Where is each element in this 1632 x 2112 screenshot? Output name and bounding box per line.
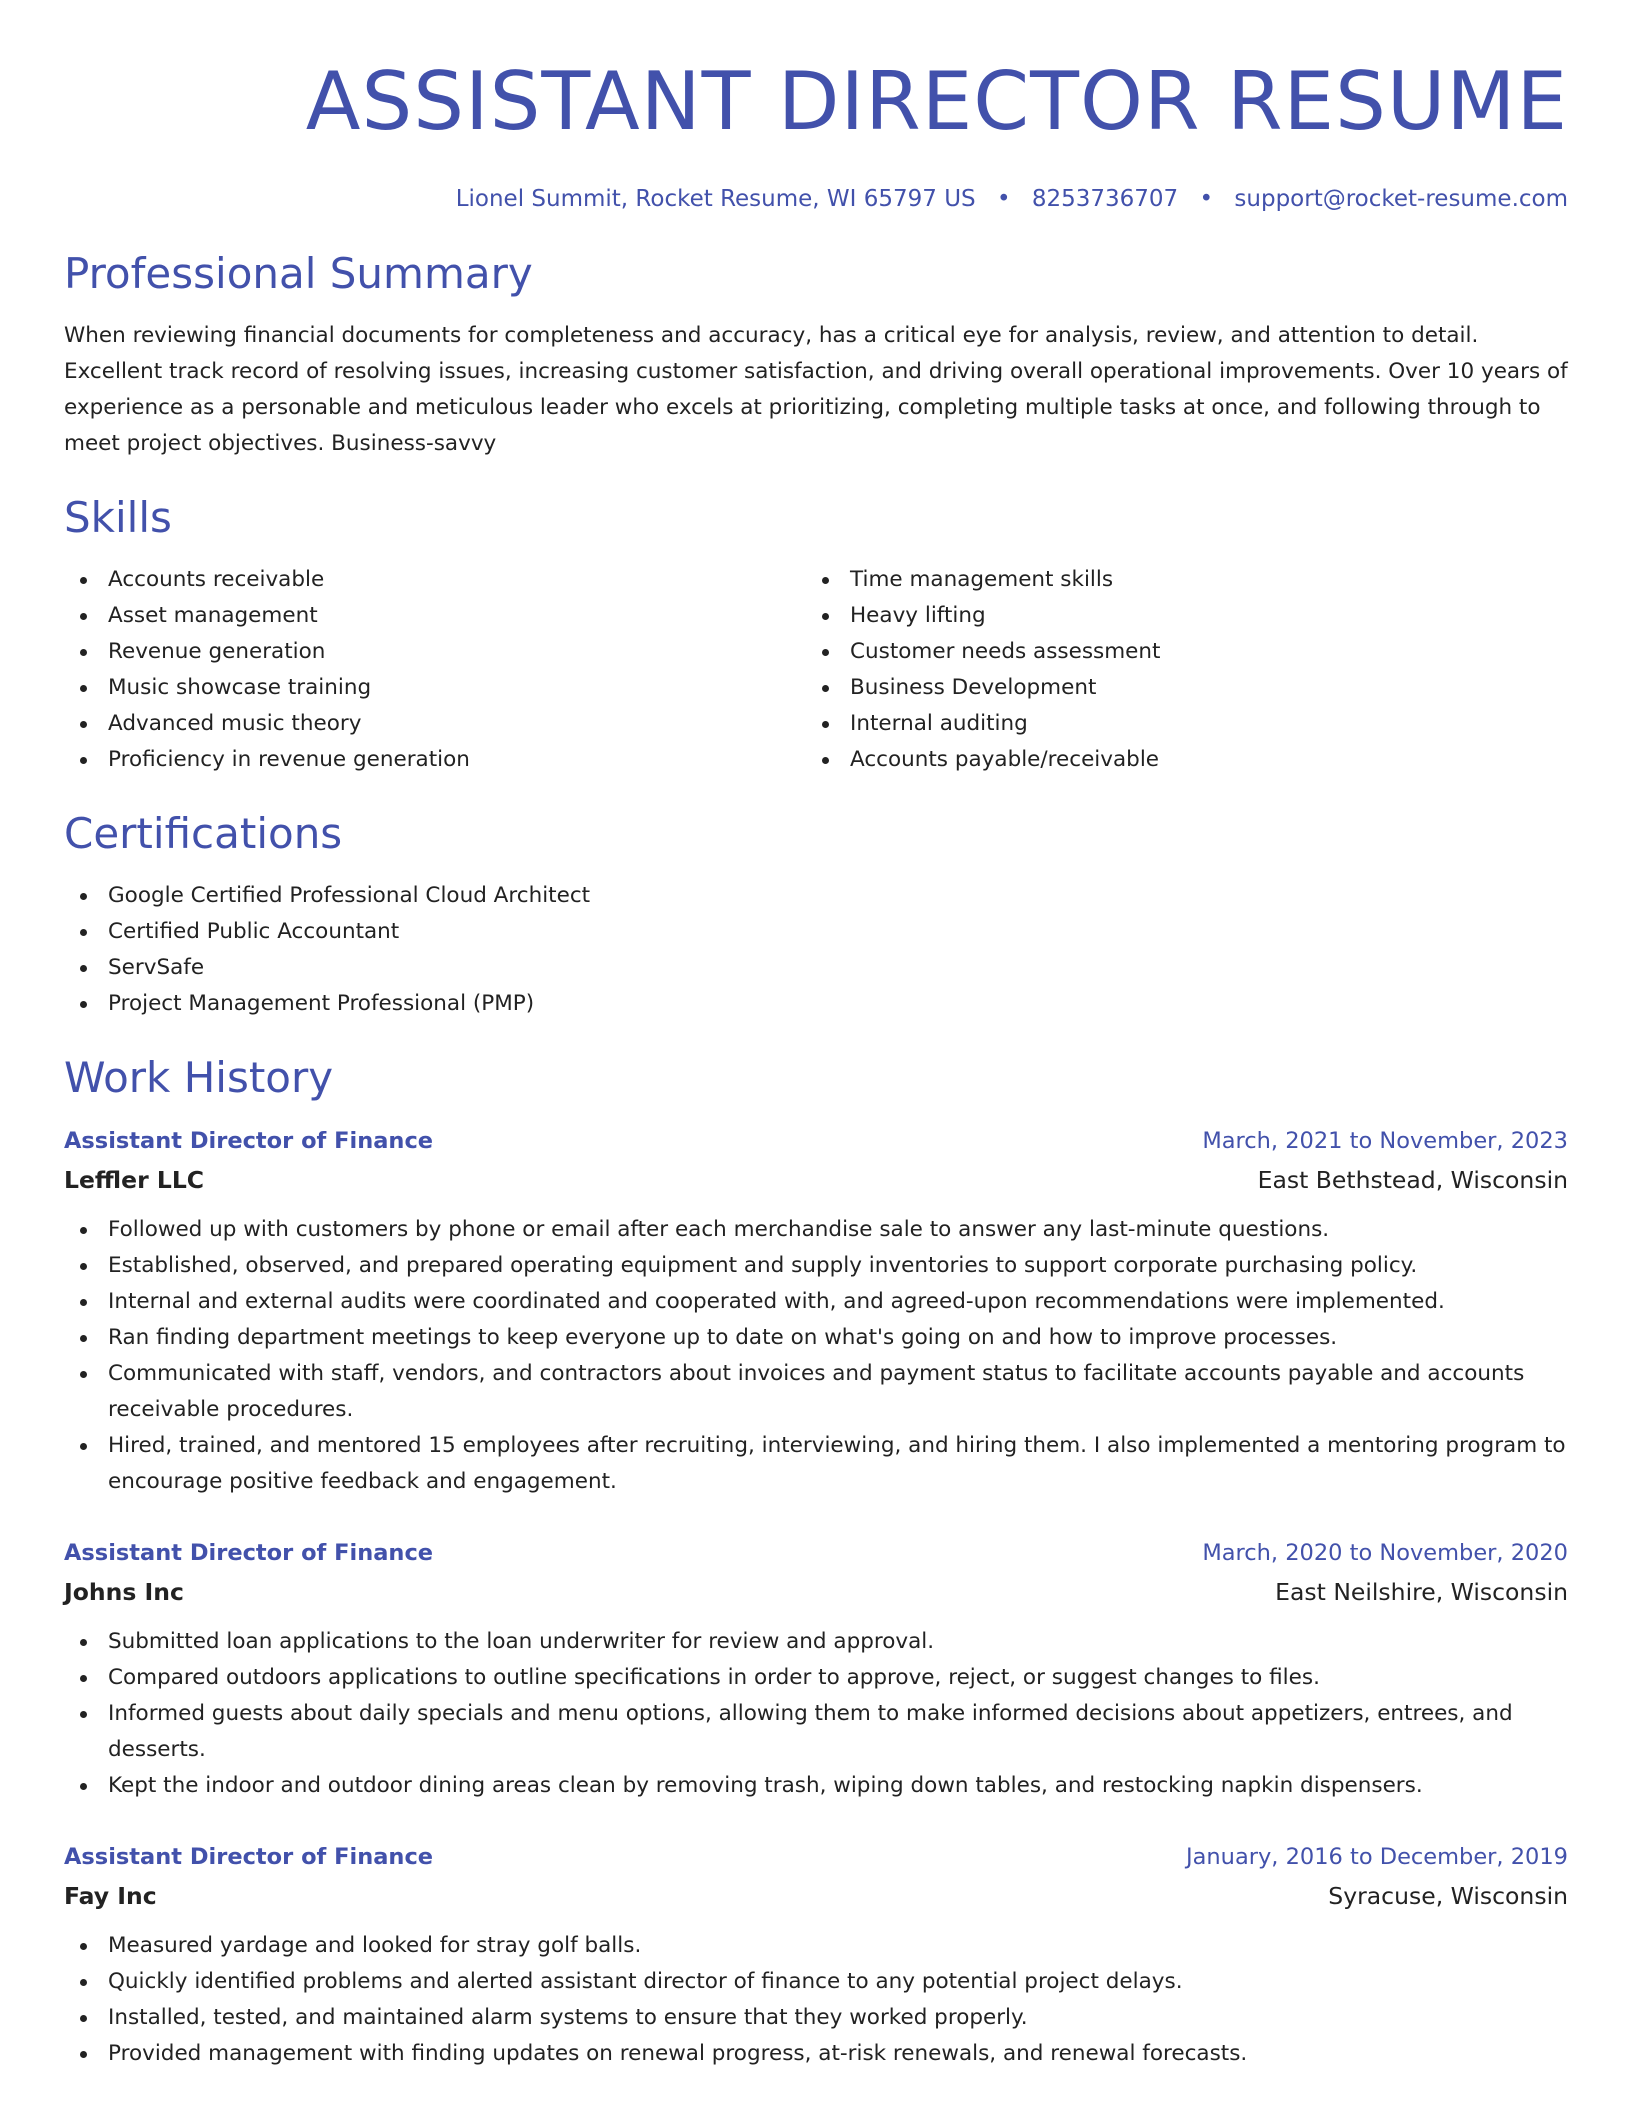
work-history-section: [64, 1050, 1568, 2072]
job-location: East Bethstead, Wisconsin: [1257, 1166, 1568, 1194]
contact-phone: 8253736707: [1031, 186, 1179, 212]
skills-grid: [64, 562, 1568, 778]
contact-address: Lionel Summit, Rocket Resume, WI 65797 US: [455, 186, 976, 212]
job-bullets: [64, 1624, 1568, 1804]
skill-item: Music showcase training: [64, 670, 806, 706]
job-bullet: Internal and external audits were coordinated and cooperated with, and agreed-upon recommendations were implemented.: [64, 1284, 1568, 1320]
certification-item: ServSafe: [64, 950, 1568, 986]
job-bullet: Compared outdoors applications to outline specifications in order to approve, reject, or suggest changes to files.: [64, 1660, 1568, 1696]
skills-list-left: [64, 562, 806, 778]
skills-section: [64, 490, 1568, 778]
job-bullet: Provided management with finding updates on renewal progress, at-risk renewals, and renewal forecasts.: [64, 2036, 1568, 2072]
skill-item: Asset management: [64, 598, 806, 634]
skills-list-right: [806, 562, 1548, 778]
certification-item: Google Certified Professional Cloud Architect: [64, 878, 1568, 914]
skill-item: Advanced music theory: [64, 706, 806, 742]
resume-title: ASSISTANT DIRECTOR RESUME: [305, 55, 1568, 148]
skill-item: Accounts payable/receivable: [806, 742, 1548, 778]
certifications-list: [64, 878, 1568, 1022]
job-title: Assistant Director of Finance: [64, 1844, 434, 1870]
job-bullet: Kept the indoor and outdoor dining areas clean by removing trash, wiping down tables, and restocking napkin dispensers.: [64, 1768, 1568, 1804]
job-company: Leffler LLC: [64, 1166, 205, 1194]
job-location: East Neilshire, Wisconsin: [1275, 1578, 1568, 1606]
skill-item: Customer needs assessment: [806, 634, 1548, 670]
section-heading-work-history: Work History: [64, 1053, 334, 1102]
skill-item: Time management skills: [806, 562, 1548, 598]
skill-item: Business Development: [806, 670, 1548, 706]
certification-item: Project Management Professional (PMP): [64, 986, 1568, 1022]
job-company-row: [64, 1572, 1568, 1612]
skill-item: Heavy lifting: [806, 598, 1548, 634]
contact-email: support@rocket-resume.com: [1234, 186, 1568, 212]
job-company: Johns Inc: [64, 1578, 184, 1606]
professional-summary-section: [64, 246, 1568, 462]
job-dates: March, 2021 to November, 2023: [1202, 1128, 1568, 1154]
section-heading-summary: Professional Summary: [64, 249, 533, 298]
skill-item: Revenue generation: [64, 634, 806, 670]
job-bullet: Installed, tested, and maintained alarm systems to ensure that they worked properly.: [64, 2000, 1568, 2036]
job-entry: [64, 1838, 1568, 2072]
job-header-row: [64, 1534, 1568, 1572]
job-bullets: [64, 1928, 1568, 2072]
contact-separator: •: [1199, 186, 1214, 212]
job-company-row: [64, 1876, 1568, 1916]
job-entry: [64, 1122, 1568, 1500]
section-heading-certifications: Certifications: [64, 809, 343, 858]
job-bullets: [64, 1212, 1568, 1500]
job-dates: March, 2020 to November, 2020: [1202, 1540, 1568, 1566]
summary-text: When reviewing financial documents for completeness and accuracy, has a critical eye for analysis, review, and attention to detail. Excellent track record of resolving issues, increasing customer satisfaction, and driving overall operational improvements. Over 10 years of experience as a personable and meticulous leader who excels at prioritizing, completing multiple tasks at once, and following through to meet project objectives. Business-savvy: [64, 323, 1568, 456]
certifications-section: [64, 806, 1568, 1022]
job-header-row: [64, 1122, 1568, 1160]
job-location: Syracuse, Wisconsin: [1328, 1882, 1568, 1910]
job-title: Assistant Director of Finance: [64, 1540, 434, 1566]
job-header-row: [64, 1838, 1568, 1876]
job-bullet: Hired, trained, and mentored 15 employees after recruiting, interviewing, and hiring them. I also implemented a mentoring program to encourage positive feedback and engagement.: [64, 1428, 1568, 1500]
skill-item: Accounts receivable: [64, 562, 806, 598]
job-bullet: Followed up with customers by phone or email after each merchandise sale to answer any last-minute questions.: [64, 1212, 1568, 1248]
job-bullet: Quickly identified problems and alerted assistant director of finance to any potential project delays.: [64, 1964, 1568, 2000]
job-bullet: Submitted loan applications to the loan underwriter for review and approval.: [64, 1624, 1568, 1660]
contact-line: [64, 182, 1568, 216]
job-title: Assistant Director of Finance: [64, 1128, 434, 1154]
skill-item: Internal auditing: [806, 706, 1548, 742]
contact-separator: •: [996, 186, 1011, 212]
job-bullet: Measured yardage and looked for stray golf balls.: [64, 1928, 1568, 1964]
job-dates: January, 2016 to December, 2019: [1186, 1844, 1568, 1870]
section-heading-skills: Skills: [64, 493, 172, 542]
job-bullet: Ran finding department meetings to keep everyone up to date on what's going on and how to improve processes.: [64, 1320, 1568, 1356]
resume-header: [64, 0, 1568, 216]
skill-item: Proficiency in revenue generation: [64, 742, 806, 778]
job-company: Fay Inc: [64, 1882, 157, 1910]
job-bullet: Informed guests about daily specials and menu options, allowing them to make informed decisions about appetizers, entrees, and desserts.: [64, 1696, 1568, 1768]
job-company-row: [64, 1160, 1568, 1200]
certification-item: Certified Public Accountant: [64, 914, 1568, 950]
job-bullet: Communicated with staff, vendors, and contractors about invoices and payment status to facilitate accounts payable and accounts receivable procedures.: [64, 1356, 1568, 1428]
job-bullet: Established, observed, and prepared operating equipment and supply inventories to support corporate purchasing policy.: [64, 1248, 1568, 1284]
job-entry: [64, 1534, 1568, 1804]
